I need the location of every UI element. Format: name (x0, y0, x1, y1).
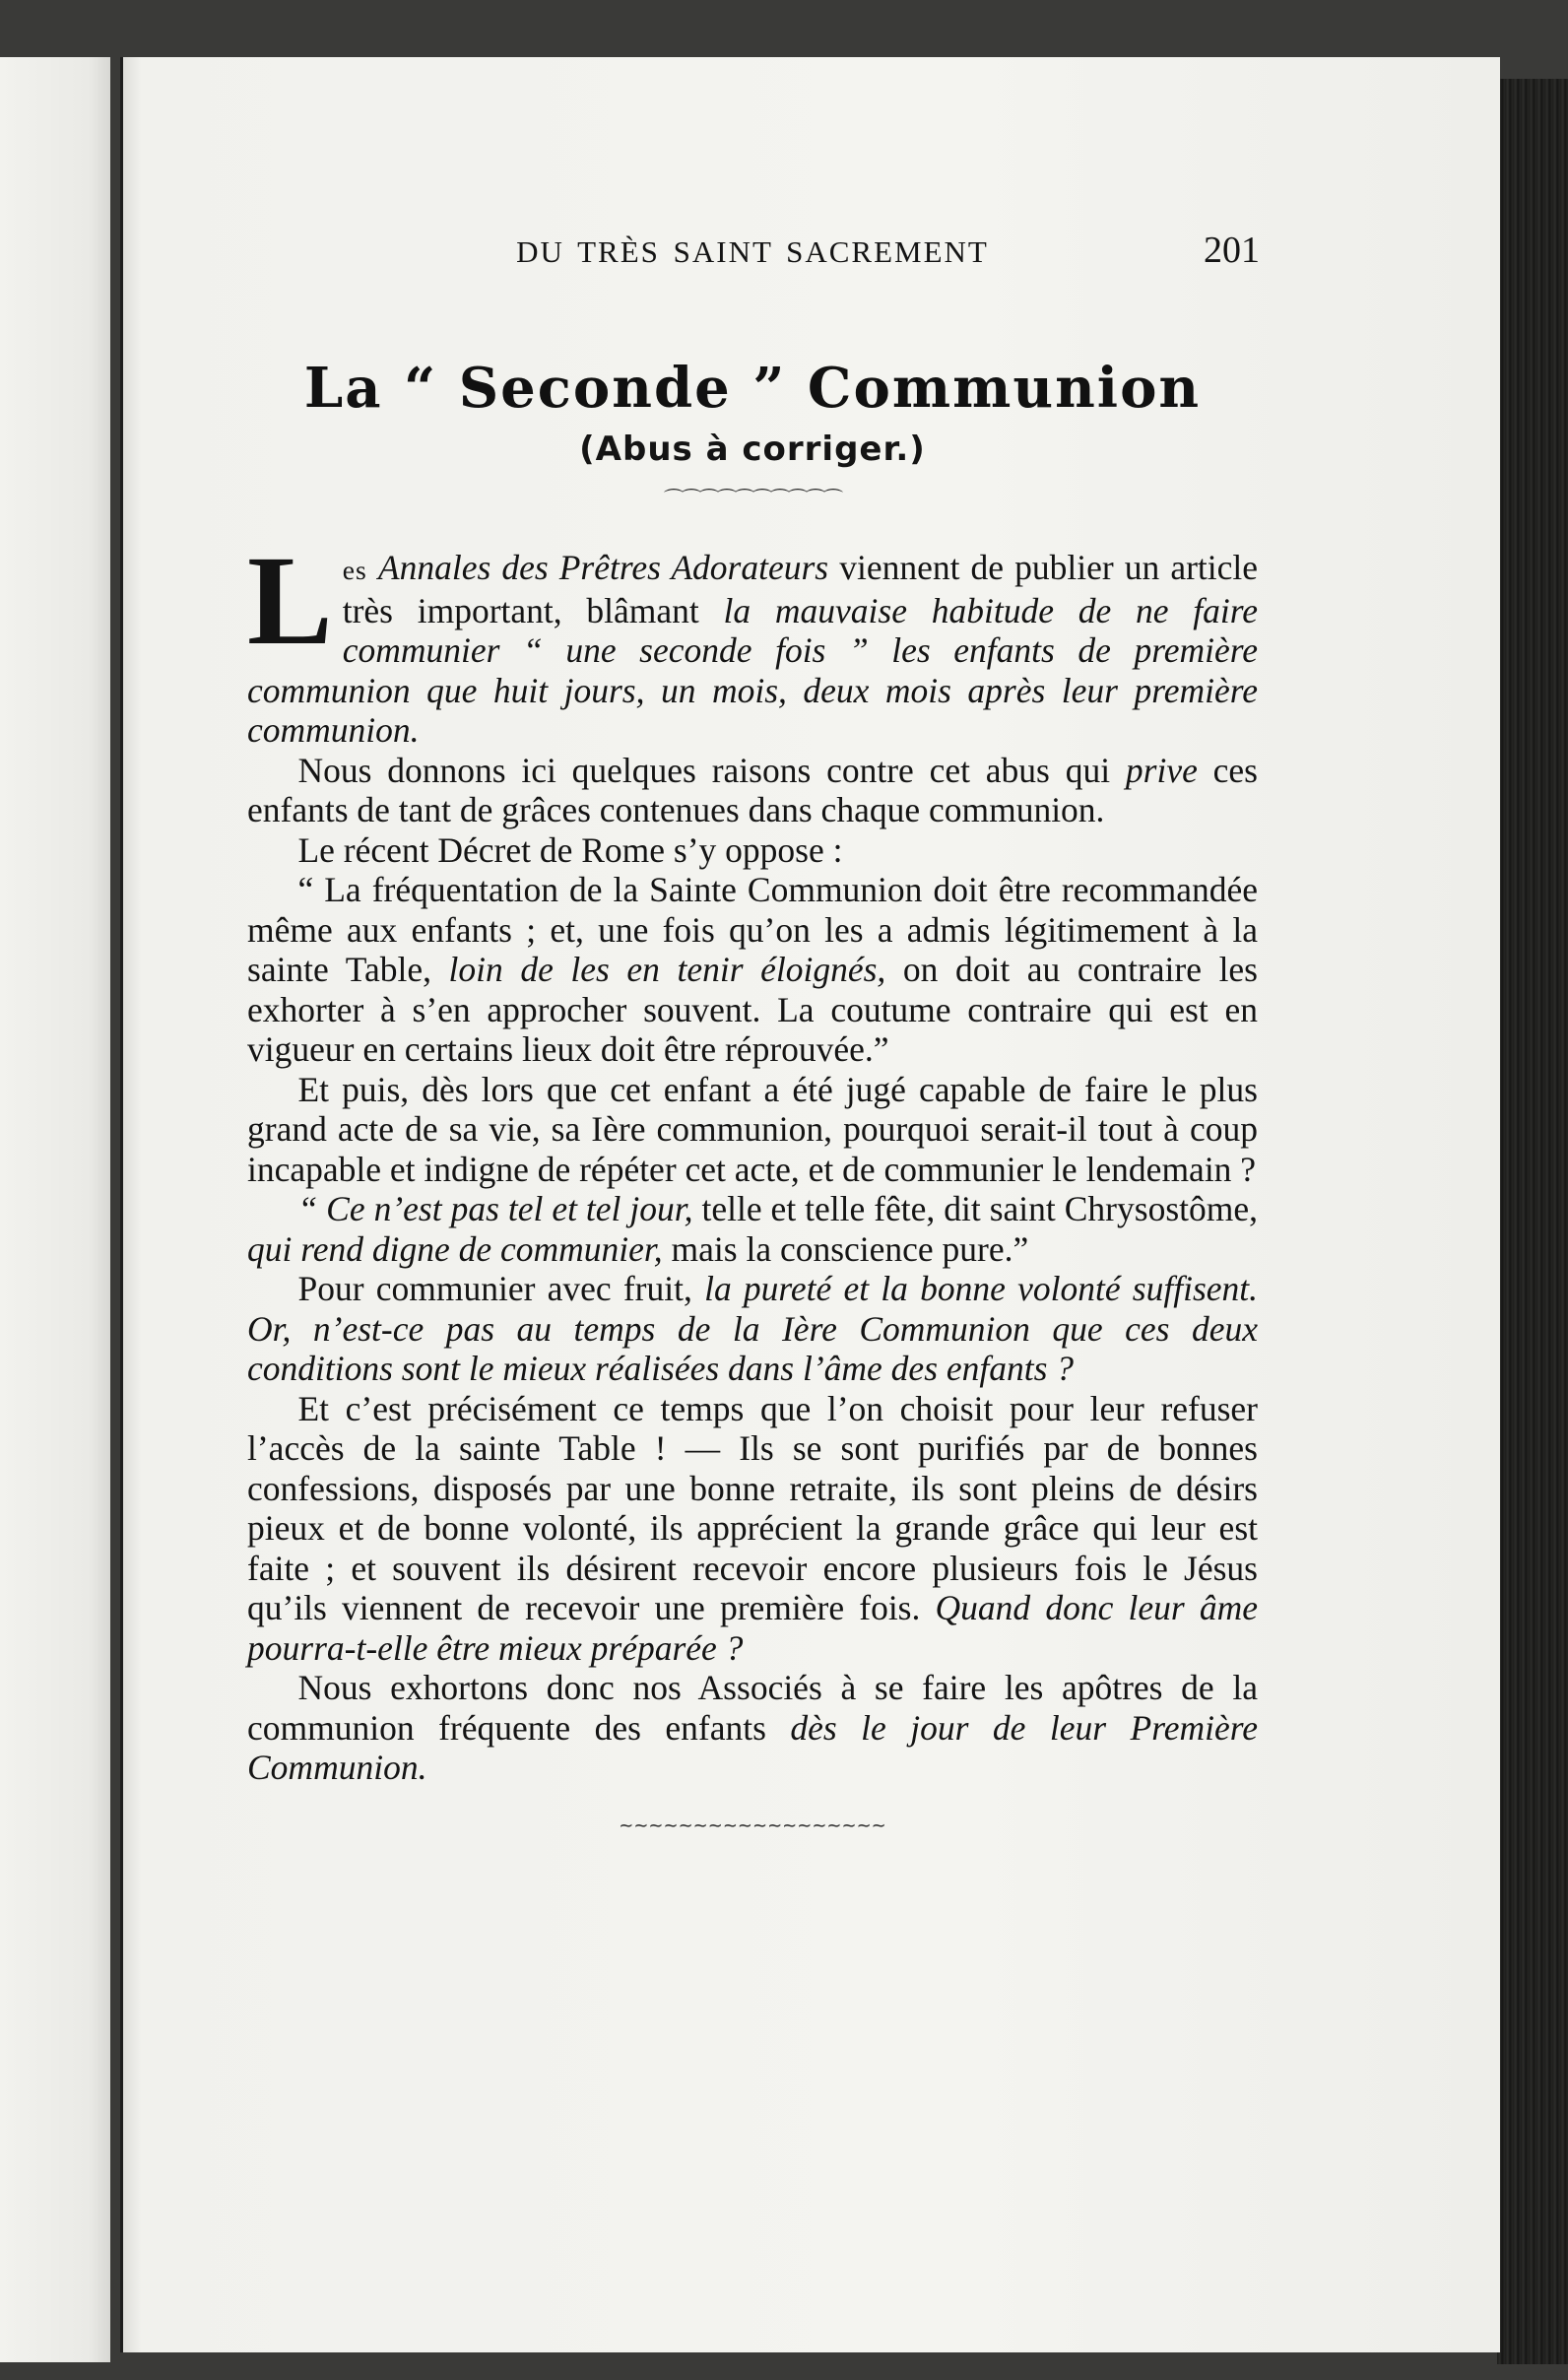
facing-page-edge (0, 57, 110, 2362)
text-run: Et c’est précisément ce temps que l’on choisit pour leur refuser l’accès de la sainte Table ! — Ils se sont purifiés par de bonnes confessions, disposés par une bonne retraite, ils sont pleins de désirs pieux et de bonne volonté, ils apprécient la grande grâce qui leur est faite ; et souvent ils désirent recevoir encore plusieurs fois le Jésus qu’ils viennent de recevoir une première fois. (247, 1388, 1258, 1627)
book-page-block-edge (1497, 79, 1568, 2364)
text-run: Nous exhortons donc nos Associés à se faire les apôtres de la communion fréquente des enfants (247, 1668, 1258, 1748)
paragraph-1 (247, 530, 1259, 751)
running-title: DU TRÈS SAINT SACREMENT (516, 234, 989, 269)
paragraph-7 (247, 1269, 1258, 1389)
running-head (247, 230, 1260, 282)
paragraph-9 (247, 1668, 1258, 1788)
italic-run: prive (1125, 750, 1198, 790)
page-content (247, 230, 1260, 1836)
text-run: “ La fréquentation de la Sainte Communion doit être recommandée même aux enfants ; et, une fois qu’on les a admis légitimement à la sainte Table, (247, 870, 1258, 989)
text-run: mais la conscience pure.” (671, 1228, 1029, 1269)
article-body (247, 530, 1259, 1788)
paragraph-5: Et puis, dès lors que cet enfant a été jugé capable de faire le plus grand acte de sa vie, sa Ière communion, pourquoi serait-il tout à coup incapable et indigne de répéter cet acte, et de communier le lendemain ? (247, 1069, 1258, 1189)
italic-annales: Annales des Prêtres Adorateurs (377, 548, 829, 587)
italic-run: dès le jour de leur Première Communion. (247, 1707, 1259, 1787)
paragraph-6 (247, 1189, 1258, 1269)
smallcaps-es: es (342, 555, 367, 585)
article-subtitle: (Abus à corriger.) (579, 430, 926, 469)
italic-run: la pureté et la bonne volonté suffisent. Or, n’est-ce pas au temps de la Ière Communion que ces deux conditions sont le mieux réalisées dans l’âme des enfants ? (247, 1269, 1259, 1388)
paragraph-3: Le récent Décret de Rome s’y oppose : (297, 829, 843, 870)
text-run: ces enfants de tant de grâces contenues dans chaque communion. (247, 750, 1259, 829)
text-run: on doit au contraire les exhorter à s’en approcher souvent. La coutume contraire qui est en vigueur en certains lieux doit être réprouvée.” (247, 950, 1258, 1069)
end-ornament: ~~~~~~~~~~~~~~~~~~ (619, 1815, 886, 1836)
drop-cap: L (247, 530, 333, 672)
italic-run: Quand donc leur âme pourra-t-elle être mieux préparée ? (247, 1588, 1259, 1668)
italic-run: “ Ce n’est pas tel et tel jour, (297, 1189, 693, 1228)
italic-run: qui rend digne de communier, (247, 1228, 663, 1269)
text-run: Pour communier avec fruit, (297, 1269, 692, 1308)
text-run: Nous donnons ici quelques raisons contre cet abus qui (297, 750, 1111, 790)
text-run: telle et telle fête, dit saint Chrysostôme, (701, 1189, 1258, 1228)
title-ornament: ⌒⌒⌒⌒⌒⌒⌒⌒⌒⌒ (664, 487, 841, 510)
paragraph-8 (247, 1389, 1258, 1669)
page-number: 201 (1204, 230, 1260, 271)
paragraph-4 (247, 870, 1258, 1070)
article-title: La “ Seconde ” Communion (303, 356, 1202, 421)
paragraph-2 (247, 751, 1258, 830)
text-run: viennent de publier un article très important, blâmant (342, 548, 1259, 630)
italic-run: loin de les en tenir éloignés, (448, 950, 886, 989)
book-page (120, 57, 1500, 2352)
italic-run: la mauvaise habitude de ne faire communier “ une seconde fois ” les enfants de première communion que huit jours, un mois, deux mois après leur première communion. (247, 590, 1259, 750)
